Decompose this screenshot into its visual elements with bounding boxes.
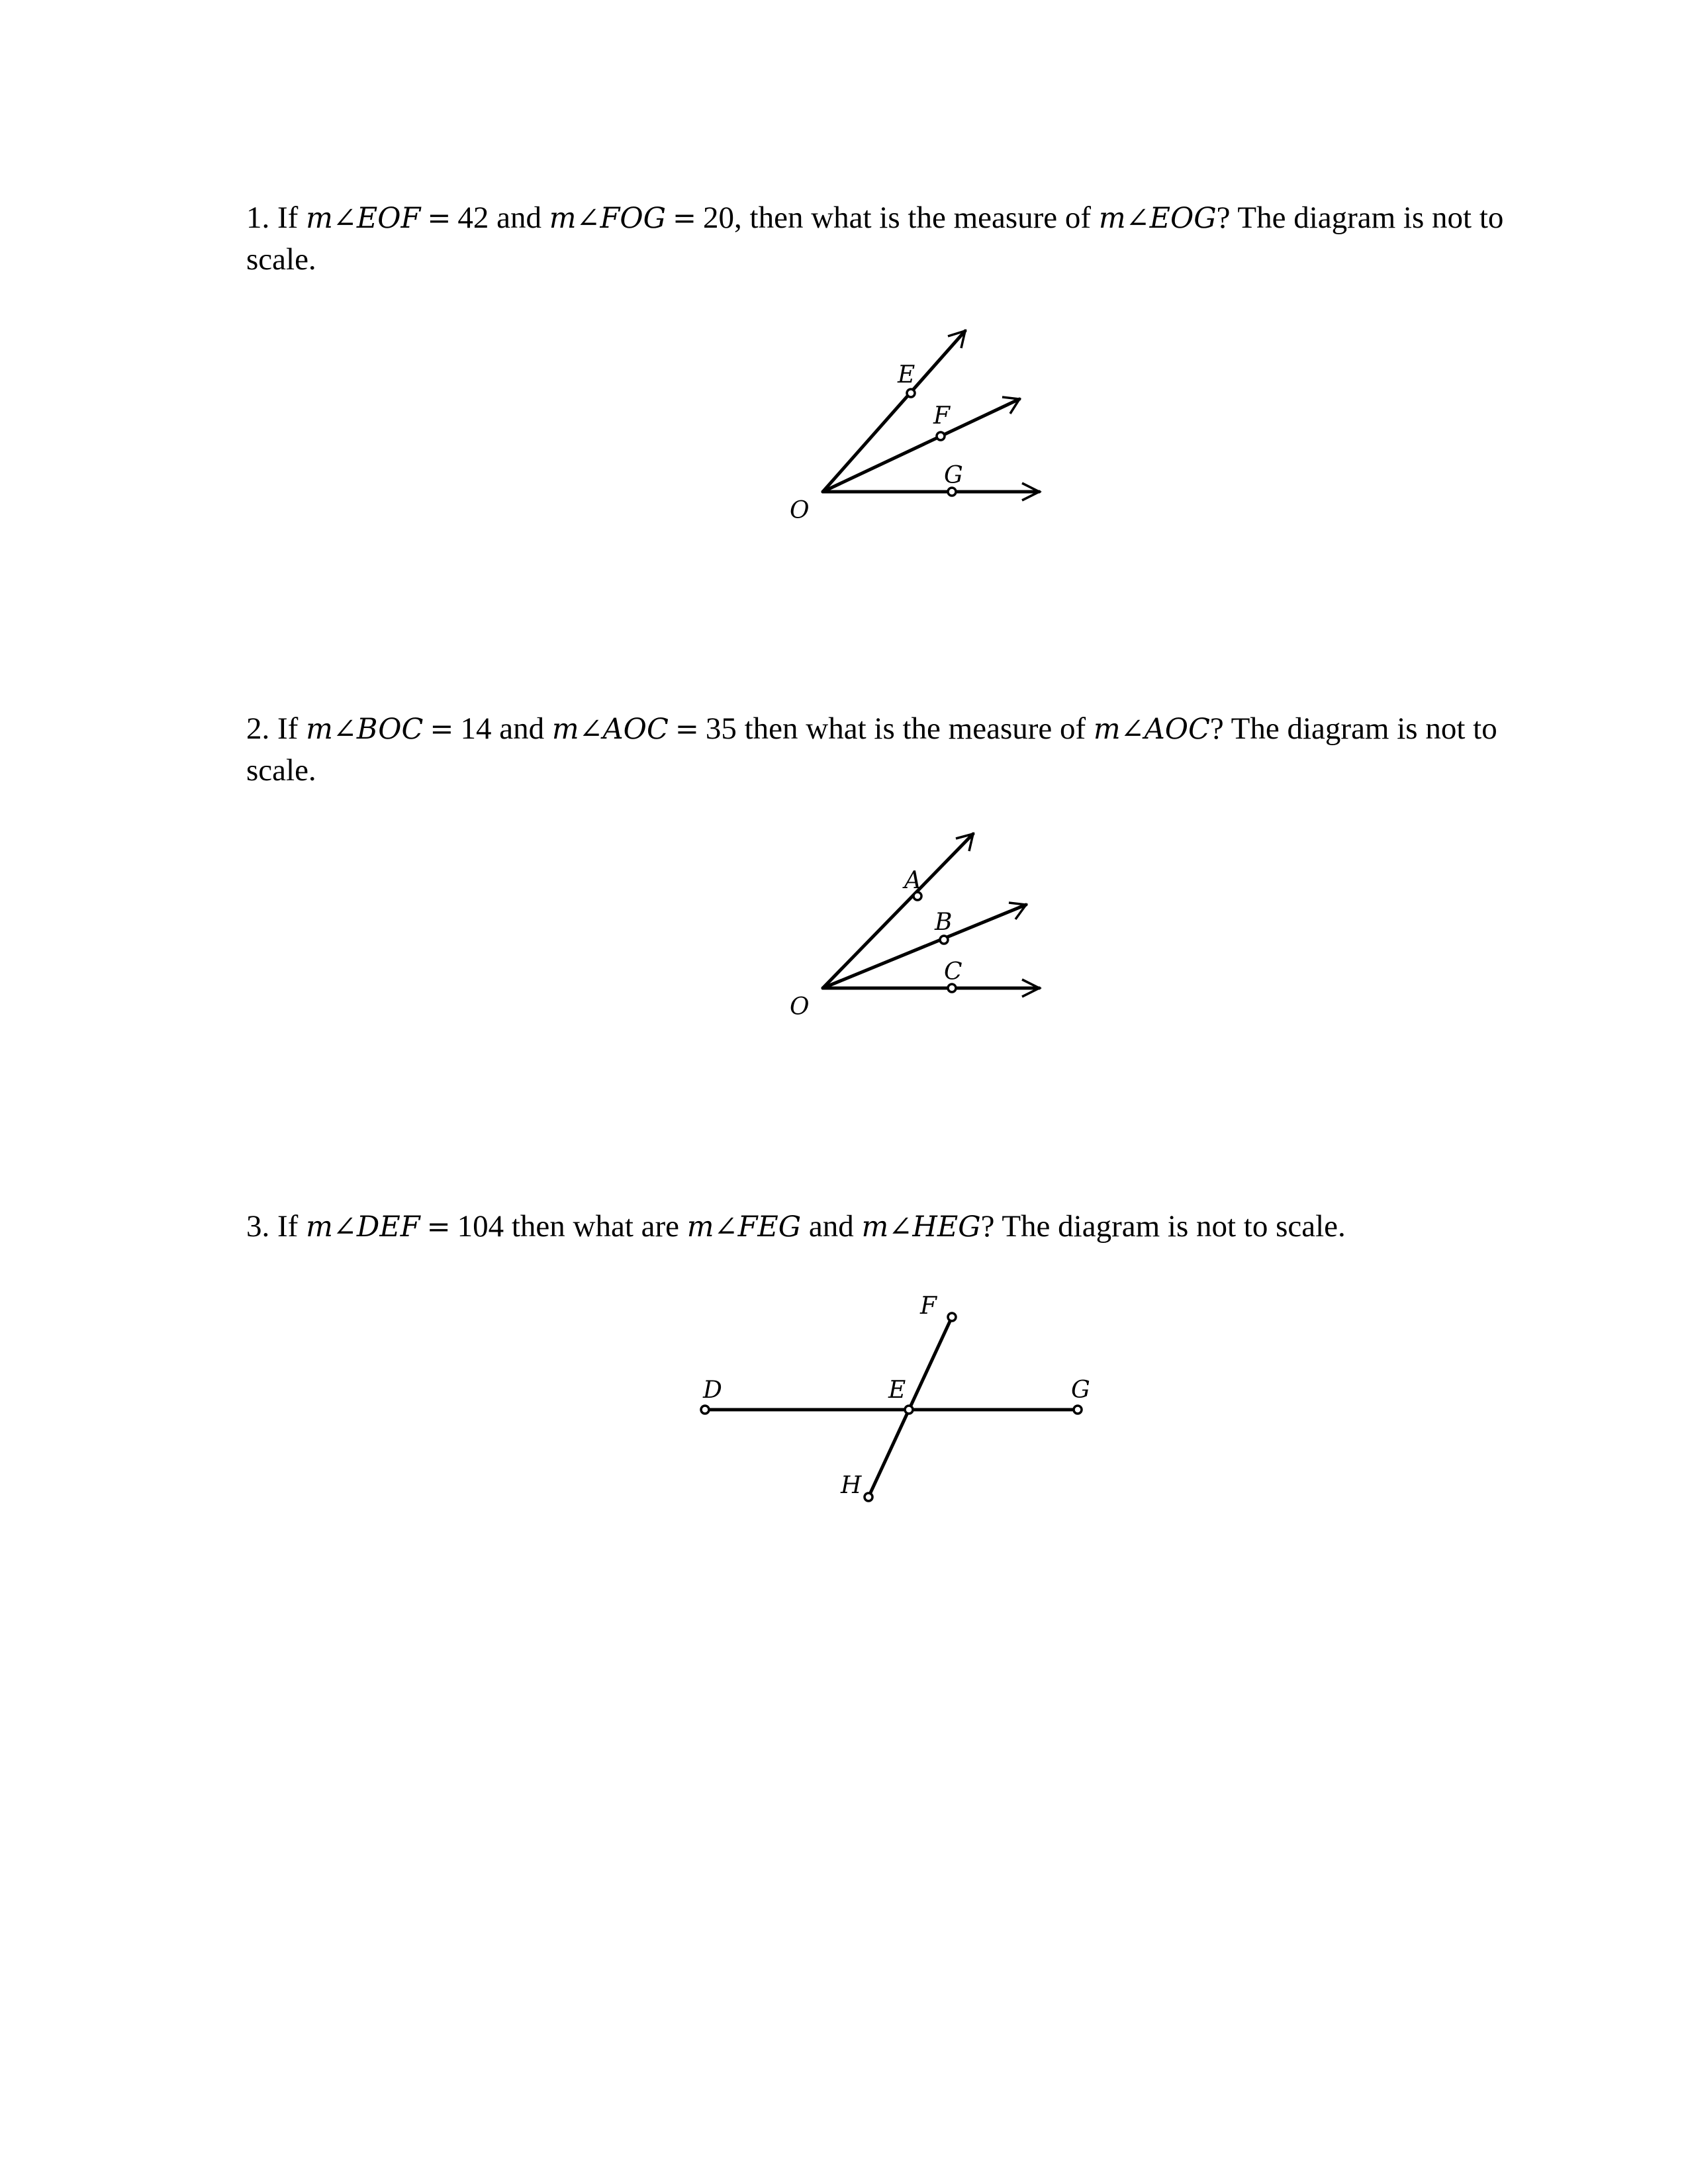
diagram-1 (774, 311, 1066, 536)
label-a: A (904, 867, 921, 894)
question-tail: ? The diagram is not to scale. (246, 711, 1497, 788)
word-if: If (277, 1209, 299, 1244)
value-aoc: 35 (705, 711, 737, 746)
question-tail: ? The diagram is not to scale. (980, 1209, 1346, 1244)
word-if: If (277, 201, 299, 235)
ray-of (823, 399, 1019, 492)
equals-sign: = (673, 202, 697, 235)
question-number: 2. (246, 711, 270, 746)
label-o: O (790, 993, 810, 1021)
value-eof: 42 (457, 201, 489, 235)
angle-feg: m∠FEG (686, 1210, 802, 1244)
point-g (1074, 1406, 1082, 1414)
question-2 (246, 708, 1564, 791)
word-and: and (808, 1209, 854, 1244)
word-and: and (499, 711, 545, 746)
angle-aoc-asked: m∠AOC (1093, 713, 1210, 746)
angle-eof: m∠EOF (306, 202, 421, 235)
label-b: B (935, 909, 953, 936)
diagram-3 (688, 1284, 1139, 1522)
label-f: F (920, 1293, 937, 1320)
angle-def: m∠DEF (306, 1210, 420, 1244)
value-boc: 14 (460, 711, 492, 746)
question-text: then what is the measure of (749, 201, 1092, 235)
ray-ob (823, 905, 1026, 988)
question-number: 1. (246, 201, 270, 235)
label-e: E (898, 361, 915, 388)
label-d: D (703, 1377, 722, 1404)
label-e: E (888, 1377, 906, 1404)
equals-sign: = (426, 1210, 451, 1244)
point-e (907, 389, 915, 397)
question-3 (246, 1206, 1564, 1248)
label-o: O (790, 497, 810, 524)
point-d (701, 1406, 709, 1414)
label-c: C (944, 958, 962, 985)
question-number: 3. (246, 1209, 270, 1244)
value-def: 104 (457, 1209, 504, 1244)
point-f (948, 1313, 956, 1321)
equals-sign: = (430, 713, 454, 746)
point-b (940, 936, 948, 944)
angle-aoc: m∠AOC (551, 713, 669, 746)
label-f: F (933, 402, 950, 430)
angle-eog: m∠EOG (1098, 202, 1217, 235)
diagram-2 (774, 814, 1066, 1039)
question-1 (246, 197, 1564, 280)
point-h (865, 1493, 872, 1501)
value-fog: 20, (703, 201, 742, 235)
question-text: then what are (511, 1209, 680, 1244)
equals-sign: = (675, 713, 699, 746)
word-and: and (496, 201, 541, 235)
question-tail: ? The diagram is not to scale. (246, 201, 1504, 277)
label-g: G (944, 462, 963, 489)
point-f (937, 432, 945, 440)
angle-fog: m∠FOG (549, 202, 666, 235)
word-if: If (277, 711, 299, 746)
question-text: then what is the measure of (744, 711, 1086, 746)
point-e (905, 1406, 913, 1414)
equals-sign: = (427, 202, 451, 235)
label-h: H (841, 1472, 862, 1499)
angle-boc: m∠BOC (306, 713, 424, 746)
label-g: G (1071, 1377, 1090, 1404)
angle-heg: m∠HEG (861, 1210, 981, 1244)
